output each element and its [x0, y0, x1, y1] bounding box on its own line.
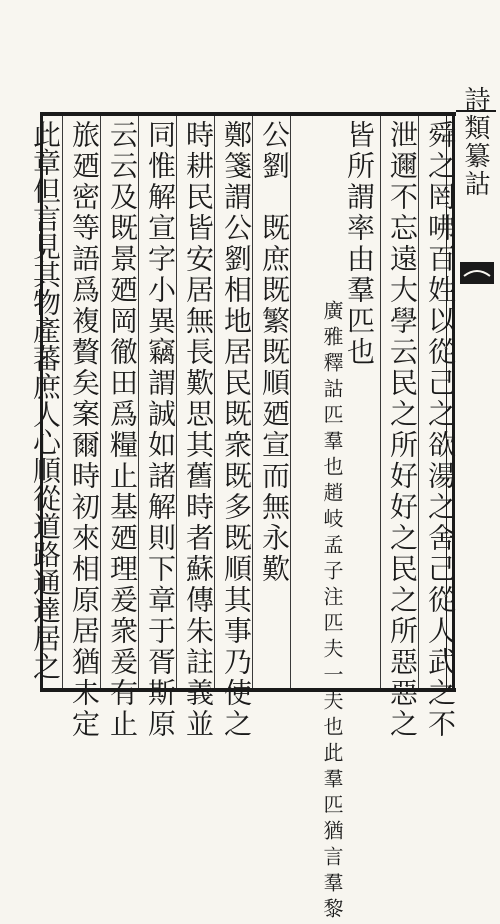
text-column-4: 公劉 既庶既繁既順廼宣而無永歎	[258, 120, 291, 585]
text-column-3: 皆所謂率由羣匹也	[343, 120, 376, 368]
text-column-9: 旅廼密等語爲複贅矣案爾時初來相原居猶未定	[68, 120, 101, 740]
text-column-7: 同惟解宣字小異竊謂誠如諸解則下章于胥斯原	[144, 120, 177, 740]
text-column-2: 泄邇不忘遠大學云民之所好好之民之所惡惡之	[386, 120, 419, 740]
fishtail-mark-icon	[460, 262, 494, 284]
annotation-column: 廣雅釋詁匹羣也趙岐孟子注匹夫一夫也此羣匹猶言羣黎	[320, 300, 344, 924]
running-title: 詩類纂詁	[460, 86, 490, 198]
text-column-1: 舜之罔咈百姓以從己之欲湯之舍己從人武之不	[424, 120, 457, 740]
column-divider	[380, 116, 381, 688]
text-column-5: 鄭箋謂公劉相地居民既衆既多既順其事乃使之	[220, 120, 253, 740]
text-column-8: 云云及既景廼岡徹田爲糧止基廼理爰衆爰有止	[106, 120, 139, 740]
text-column-6: 時耕民皆安居無長歎思其舊時者蘇傳朱註義並	[182, 120, 215, 740]
text-column-10: 此章但言見其物產蕃庶人心順從道路通達居之	[29, 120, 62, 680]
